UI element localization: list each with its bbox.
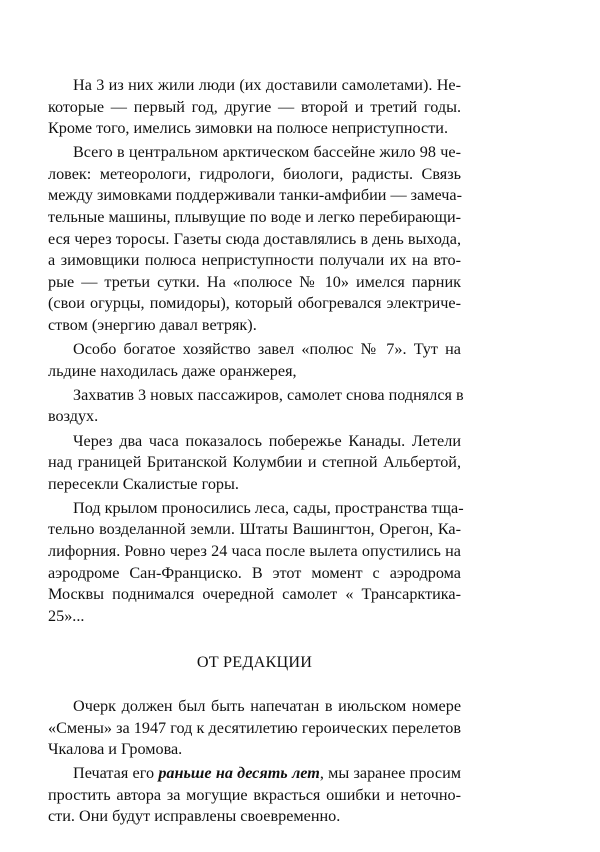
text-line: Всего в центральном арктическом бассейне жило 98 че-	[73, 143, 461, 162]
text-line: еся через торосы. Газеты сюда доставлялись в день выхода,	[48, 229, 461, 248]
text-line: На 3 из них жили люди (их доставили самолетами). Не-	[73, 76, 461, 94]
text-line: пересекли Скалистые горы.	[48, 474, 239, 493]
text-line: Чкалова и Громова.	[48, 740, 183, 759]
emphasis-text: раньше на десять лет	[158, 764, 320, 783]
text-line: Через два часа показалось побережье Канады. Летели	[73, 431, 461, 450]
text-line: Особо богатое хозяйство завел «полюс № 7». Тут на	[73, 340, 461, 359]
text-line: Москвы поднимался очередной самолет « Трансарктика-	[48, 585, 461, 604]
text-line: льдине находилась даже оранжерея,	[48, 361, 297, 380]
text-line: между зимовками поддерживали танки-амфибии — замеча-	[48, 186, 462, 205]
text-line: над границей Британской Колумбии и степной Альбертой,	[48, 453, 461, 472]
text-line: тельно возделанной земли. Штаты Вашингтон, Орегон, Ка-	[48, 520, 461, 539]
text-line: ством (энергию давал ветряк).	[48, 316, 257, 335]
text-line: Кроме того, имелись зимовки на полюсе неприступности.	[48, 119, 449, 138]
text-line: ловек: метеорологи, гидрологи, биологи, радисты. Связь	[48, 164, 461, 183]
text-fragment: Печатая его	[73, 764, 159, 783]
text-line: тельные машины, плывущие по воде и легко перебирающи-	[48, 208, 461, 227]
text-line: рые — третьи сутки. На «полюсе № 10» имелся парник	[48, 272, 461, 291]
text-line	[48, 763, 461, 785]
text-fragment: , мы заранее просим	[319, 764, 462, 783]
text-line: сти. Они будут исправлены своевременно.	[48, 807, 341, 826]
text-line: Очерк должен был быть напечатан в июльском номере	[73, 696, 461, 715]
text-line: 25»...	[48, 606, 85, 625]
text-line: Захватив 3 новых пассажиров, самолет снова поднялся в	[73, 385, 464, 404]
text-line: «Смены» за 1947 год к десятилетию героических перелетов	[48, 718, 461, 737]
article-text	[48, 75, 464, 828]
text-line: а зимовщики полюса неприступности получали их на вто-	[48, 251, 461, 270]
text-line: Под крылом проносились леса, сады, пространства тща-	[73, 498, 464, 517]
text-line: воздух.	[48, 407, 99, 426]
text-line: которые — первый год, другие — второй и третий годы.	[48, 97, 461, 116]
text-line: (свои огурцы, помидоры), который обогревался электриче-	[48, 294, 461, 313]
text-line: простить автора за могущие вкрасться ошибки и неточно-	[48, 785, 461, 804]
text-line: лифорния. Ровно через 24 часа после вылета опустились на	[48, 541, 461, 560]
text-line: аэродроме Сан-Франциско. В этот момент с аэродрома	[48, 563, 461, 582]
editorial-heading: ОТ РЕДАКЦИИ	[196, 653, 313, 672]
